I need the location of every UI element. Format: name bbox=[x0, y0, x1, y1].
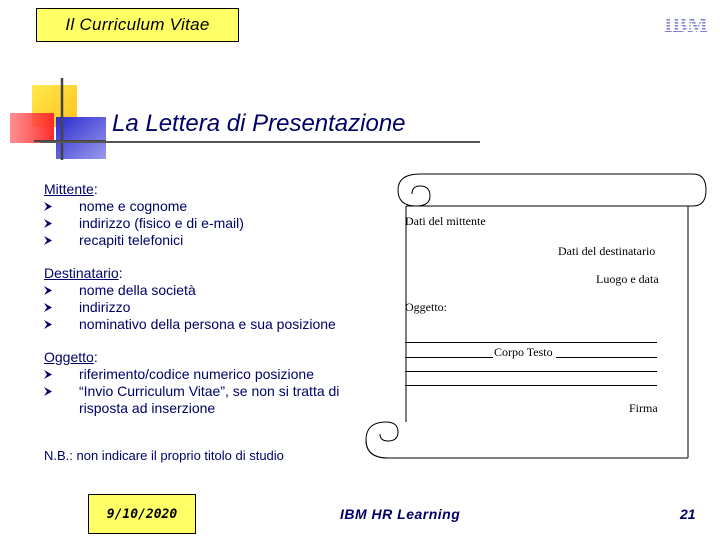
arrow-bullet-icon bbox=[44, 370, 52, 379]
svg-text:IBM: IBM bbox=[664, 13, 708, 35]
list-item: indirizzo (fisico e di e-mail) bbox=[44, 215, 244, 232]
list-item: nome della società bbox=[44, 282, 336, 299]
letter-place-date: Luogo e data bbox=[596, 272, 659, 286]
section-destinatario bbox=[44, 265, 336, 333]
section-head: Destinatario: bbox=[44, 265, 123, 281]
slide-subtitle: La Lettera di Presentazione bbox=[112, 110, 406, 137]
letter-rule bbox=[405, 357, 493, 358]
footer-date-box bbox=[88, 494, 196, 534]
arrow-bullet-icon bbox=[44, 219, 52, 228]
letter-rule bbox=[556, 357, 657, 358]
list-item: “Invio Curriculum Vitae”, se non si tratta di risposta ad inserzione bbox=[44, 383, 344, 417]
section-oggetto bbox=[44, 349, 344, 417]
letter-subject: Oggetto: bbox=[405, 300, 447, 314]
list-item: nominativo della persona e sua posizione bbox=[44, 316, 336, 333]
section-head: Mittente: bbox=[44, 181, 98, 197]
arrow-bullet-icon bbox=[44, 286, 52, 295]
list-item: nome e cognome bbox=[44, 198, 244, 215]
arrow-bullet-icon bbox=[44, 387, 52, 396]
letter-rule bbox=[405, 371, 657, 372]
letter-signature: Firma bbox=[629, 401, 658, 415]
decorative-squares bbox=[0, 70, 110, 165]
note-text: N.B.: non indicare il proprio titolo di studio bbox=[44, 448, 284, 463]
title-underline bbox=[40, 141, 480, 143]
letter-body: Corpo Testo bbox=[494, 345, 553, 359]
list-item: riferimento/codice numerico posizione bbox=[44, 366, 344, 383]
arrow-bullet-icon bbox=[44, 320, 52, 329]
list-item: indirizzo bbox=[44, 299, 336, 316]
letter-rule bbox=[405, 342, 657, 343]
page-number: 21 bbox=[680, 506, 696, 522]
section-head: Oggetto: bbox=[44, 349, 98, 365]
section-mittente bbox=[44, 181, 244, 249]
letter-recipient: Dati del destinatario bbox=[558, 244, 656, 258]
letter-sender: Dati del mittente bbox=[405, 214, 486, 228]
arrow-bullet-icon bbox=[44, 236, 52, 245]
footer-date: 9/10/2020 bbox=[106, 506, 178, 522]
letter-rule bbox=[405, 385, 657, 386]
list-item: recapiti telefonici bbox=[44, 232, 244, 249]
arrow-bullet-icon bbox=[44, 202, 52, 211]
arrow-bullet-icon bbox=[44, 303, 52, 312]
footer-brand: IBM HR Learning bbox=[340, 506, 461, 522]
header-title-box bbox=[36, 8, 239, 42]
header-title: Il Curriculum Vitae bbox=[65, 15, 210, 34]
ibm-logo-icon bbox=[660, 13, 712, 35]
